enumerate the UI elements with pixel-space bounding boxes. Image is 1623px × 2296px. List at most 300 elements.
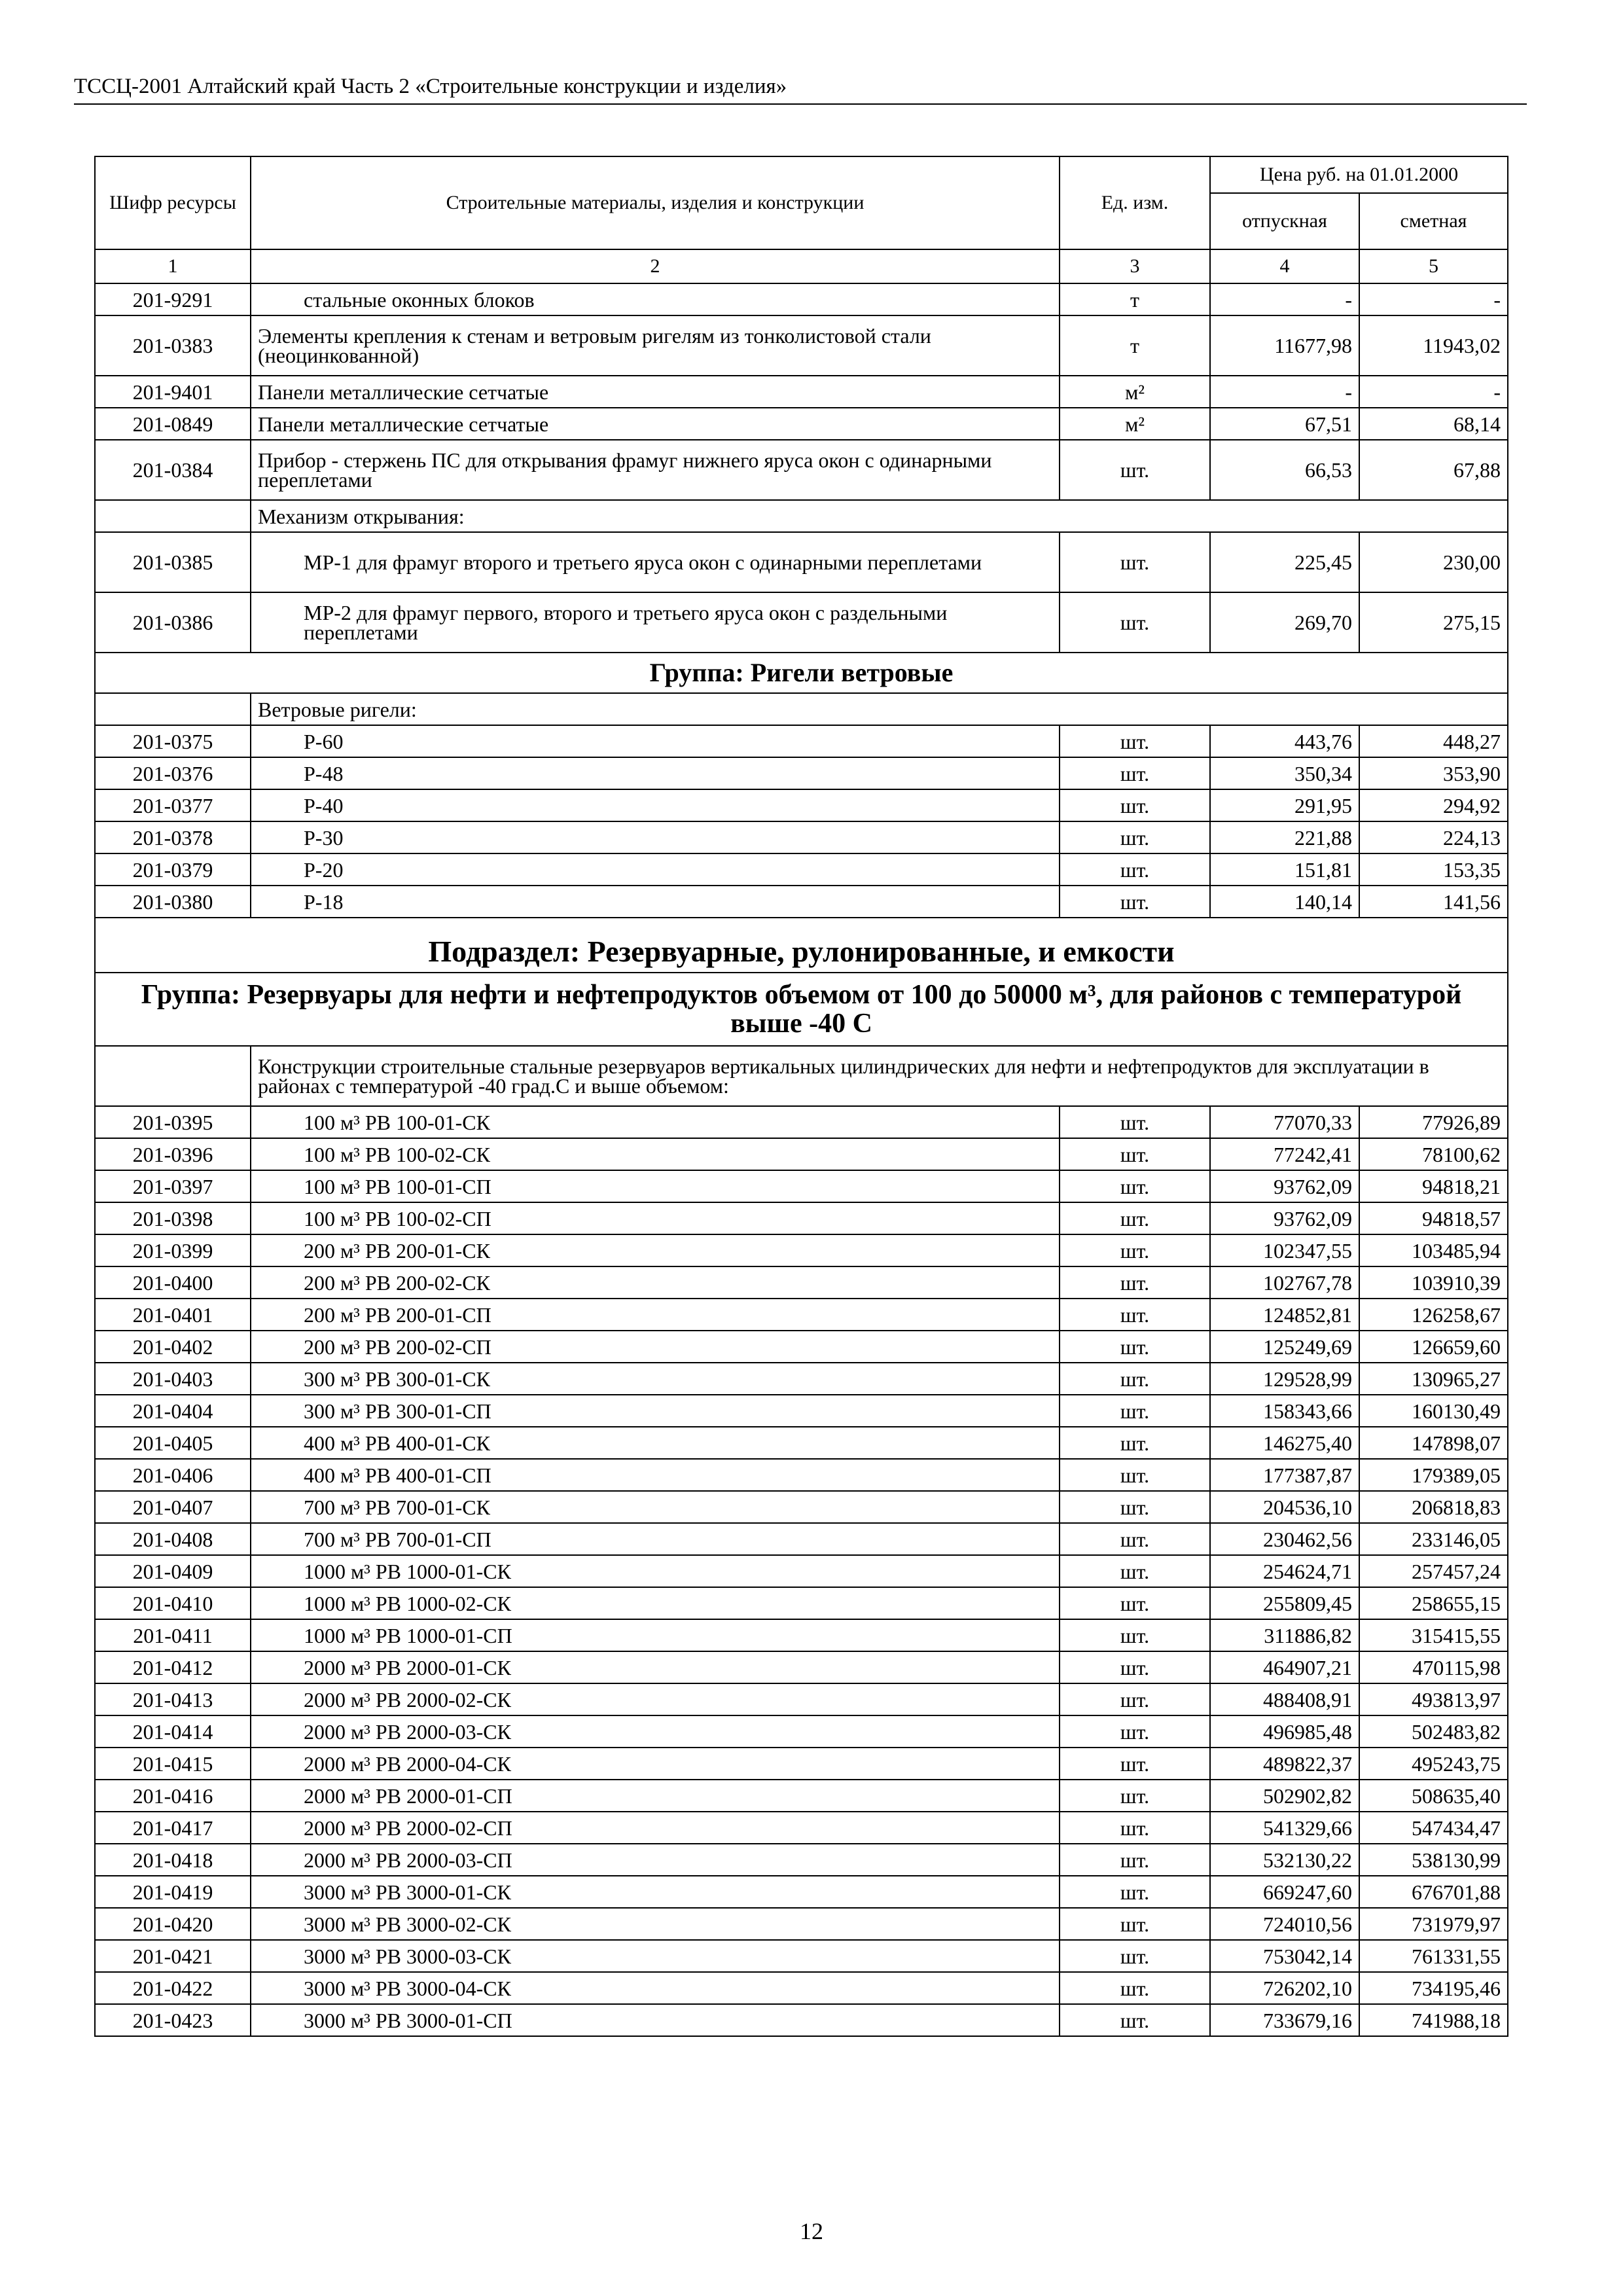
resource-code: 201-9291 xyxy=(95,283,251,315)
material-name: Р-30 xyxy=(251,821,1060,853)
resource-code: 201-0405 xyxy=(95,1427,251,1459)
unit-cell: шт. xyxy=(1060,1812,1210,1844)
resource-code: 201-0416 xyxy=(95,1780,251,1812)
empty-code-cell xyxy=(95,693,251,725)
group-wind-heading-row xyxy=(95,653,1508,693)
resource-code: 201-0415 xyxy=(95,1748,251,1780)
material-name: Р-20 xyxy=(251,853,1060,886)
tank-model: РВ 300-01-СП xyxy=(365,1399,491,1423)
unit-cell: м² xyxy=(1060,408,1210,440)
resource-code: 201-0384 xyxy=(95,440,251,500)
release-price: 67,51 xyxy=(1210,408,1359,440)
material-name: 2000 м³ РВ 2000-01-СК xyxy=(251,1651,1060,1683)
price-table xyxy=(94,156,1508,2037)
material-name: 200 м³ РВ 200-01-СК xyxy=(251,1234,1060,1266)
unit-cell: т xyxy=(1060,315,1210,376)
release-price: 93762,09 xyxy=(1210,1170,1359,1202)
estimate-price: 126659,60 xyxy=(1359,1331,1508,1363)
tank-model: РВ 3000-02-СК xyxy=(375,1912,511,1936)
unit-cell: шт. xyxy=(1060,1459,1210,1491)
material-name: 400 м³ РВ 400-01-СП xyxy=(251,1459,1060,1491)
table-row xyxy=(95,1715,1508,1748)
tank-volume: 3000 xyxy=(304,1912,346,1936)
tanks-note-row xyxy=(95,1046,1508,1106)
unit-cell: шт. xyxy=(1060,440,1210,500)
unit-cell: шт. xyxy=(1060,821,1210,853)
tank-volume: 200 xyxy=(304,1335,335,1359)
resource-code: 201-0408 xyxy=(95,1523,251,1555)
table-row xyxy=(95,1555,1508,1587)
release-price: 221,88 xyxy=(1210,821,1359,853)
estimate-price: 257457,24 xyxy=(1359,1555,1508,1587)
tank-volume: 3000 xyxy=(304,1976,346,2000)
table-row xyxy=(95,376,1508,408)
material-name: 100 м³ РВ 100-02-СК xyxy=(251,1138,1060,1170)
resource-code: 201-0417 xyxy=(95,1812,251,1844)
material-name: 2000 м³ РВ 2000-02-СК xyxy=(251,1683,1060,1715)
tank-volume: 2000 xyxy=(304,1687,346,1712)
col-number: 4 xyxy=(1210,249,1359,283)
release-price: 77070,33 xyxy=(1210,1106,1359,1138)
estimate-price: 353,90 xyxy=(1359,757,1508,789)
unit-cell: шт. xyxy=(1060,1234,1210,1266)
estimate-price: 493813,97 xyxy=(1359,1683,1508,1715)
unit-cell: шт. xyxy=(1060,1427,1210,1459)
estimate-price: 448,27 xyxy=(1359,725,1508,757)
tank-volume: 200 xyxy=(304,1270,335,1295)
unit-cell: шт. xyxy=(1060,1138,1210,1170)
release-price: 753042,14 xyxy=(1210,1940,1359,1972)
release-price: 488408,91 xyxy=(1210,1683,1359,1715)
estimate-price: 103485,94 xyxy=(1359,1234,1508,1266)
resource-code: 201-0397 xyxy=(95,1170,251,1202)
estimate-price: 508635,40 xyxy=(1359,1780,1508,1812)
tank-model: РВ 100-01-СП xyxy=(365,1174,491,1198)
tank-model: РВ 200-01-СП xyxy=(365,1302,491,1327)
table-row xyxy=(95,532,1508,592)
unit-cell: шт. xyxy=(1060,1363,1210,1395)
material-name: МР-1 для фрамуг второго и третьего яруса окон с одинарными переплетами xyxy=(251,532,1060,592)
table-row xyxy=(95,1202,1508,1234)
tank-volume: 100 xyxy=(304,1206,335,1230)
col-release-header: отпускная xyxy=(1210,193,1359,249)
estimate-price: 11943,02 xyxy=(1359,315,1508,376)
tank-volume: 2000 xyxy=(304,1848,346,1872)
resource-code: 201-0418 xyxy=(95,1844,251,1876)
subsection-heading-row xyxy=(95,918,1508,973)
table-header-row xyxy=(95,156,1508,193)
col-unit-header: Ед. изм. xyxy=(1060,156,1210,249)
table-row xyxy=(95,1299,1508,1331)
release-price: 269,70 xyxy=(1210,592,1359,653)
table-row xyxy=(95,315,1508,376)
table-row xyxy=(95,1106,1508,1138)
tank-model: РВ 300-01-СК xyxy=(365,1367,490,1391)
material-name: 1000 м³ РВ 1000-01-СП xyxy=(251,1619,1060,1651)
tank-model: РВ 700-01-СП xyxy=(365,1527,491,1551)
material-name: 1000 м³ РВ 1000-01-СК xyxy=(251,1555,1060,1587)
resource-code: 201-0414 xyxy=(95,1715,251,1748)
tank-model: РВ 2000-01-СК xyxy=(375,1655,511,1679)
estimate-price: 495243,75 xyxy=(1359,1748,1508,1780)
tank-volume: 400 xyxy=(304,1463,335,1487)
col-price-header: Цена руб. на 01.01.2000 xyxy=(1210,156,1508,193)
tank-volume: 1000 xyxy=(304,1591,346,1615)
release-price: 66,53 xyxy=(1210,440,1359,500)
material-name: 3000 м³ РВ 3000-01-СК xyxy=(251,1876,1060,1908)
subsection-heading: Подраздел: Резервуарные, рулонированные, и емкости xyxy=(95,918,1508,973)
resource-code: 201-9401 xyxy=(95,376,251,408)
resource-code: 201-0377 xyxy=(95,789,251,821)
tanks-note: Конструкции строительные стальные резервуаров вертикальных цилиндрических для нефти и нефтепродуктов для эксплуатации в районах с температурой -40 град.С и выше объемом: xyxy=(251,1046,1508,1106)
table-row xyxy=(95,1266,1508,1299)
estimate-price: 160130,49 xyxy=(1359,1395,1508,1427)
resource-code: 201-0421 xyxy=(95,1940,251,1972)
tank-model: РВ 1000-01-СК xyxy=(375,1559,511,1583)
material-name: 200 м³ РВ 200-02-СП xyxy=(251,1331,1060,1363)
material-name: Элементы крепления к стенам и ветровым ригелям из тонколистовой стали (неоцинкованной) xyxy=(251,315,1060,376)
estimate-price: 141,56 xyxy=(1359,886,1508,918)
estimate-price: 233146,05 xyxy=(1359,1523,1508,1555)
tank-volume: 200 xyxy=(304,1302,335,1327)
resource-code: 201-0420 xyxy=(95,1908,251,1940)
resource-code: 201-0380 xyxy=(95,886,251,918)
material-name: 3000 м³ РВ 3000-03-СК xyxy=(251,1940,1060,1972)
col-code-header: Шифр ресурсы xyxy=(95,156,251,249)
resource-code: 201-0400 xyxy=(95,1266,251,1299)
resource-code: 201-0402 xyxy=(95,1331,251,1363)
tank-model: РВ 2000-04-СК xyxy=(375,1751,511,1776)
tank-volume: 300 xyxy=(304,1399,335,1423)
estimate-price: 103910,39 xyxy=(1359,1266,1508,1299)
resource-code: 201-0399 xyxy=(95,1234,251,1266)
table-row xyxy=(95,1491,1508,1523)
estimate-price: 67,88 xyxy=(1359,440,1508,500)
resource-code: 201-0413 xyxy=(95,1683,251,1715)
tank-model: РВ 100-02-СК xyxy=(365,1142,490,1166)
tank-model: РВ 200-01-СК xyxy=(365,1238,490,1263)
tank-volume: 3000 xyxy=(304,1944,346,1968)
unit-cell: шт. xyxy=(1060,1780,1210,1812)
material-name: Р-48 xyxy=(251,757,1060,789)
release-price: 204536,10 xyxy=(1210,1491,1359,1523)
release-price: 125249,69 xyxy=(1210,1331,1359,1363)
table-row xyxy=(95,853,1508,886)
unit-cell: шт. xyxy=(1060,725,1210,757)
release-price: 177387,87 xyxy=(1210,1459,1359,1491)
resource-code: 201-0401 xyxy=(95,1299,251,1331)
release-price: 496985,48 xyxy=(1210,1715,1359,1748)
tank-volume: 2000 xyxy=(304,1655,346,1679)
table-row xyxy=(95,408,1508,440)
resource-code: 201-0423 xyxy=(95,2004,251,2036)
material-name: МР-2 для фрамуг первого, второго и третьего яруса окон с раздельными переплетами xyxy=(251,592,1060,653)
release-price: 502902,82 xyxy=(1210,1780,1359,1812)
table-row xyxy=(95,1459,1508,1491)
estimate-price: 77926,89 xyxy=(1359,1106,1508,1138)
group-wind-heading: Группа: Ригели ветровые xyxy=(95,653,1508,693)
unit-cell: шт. xyxy=(1060,886,1210,918)
tank-volume: 200 xyxy=(304,1238,335,1263)
unit-cell: шт. xyxy=(1060,1523,1210,1555)
estimate-price: 547434,47 xyxy=(1359,1812,1508,1844)
estimate-price: 275,15 xyxy=(1359,592,1508,653)
table-row xyxy=(95,1812,1508,1844)
unit-cell: шт. xyxy=(1060,592,1210,653)
tank-model: РВ 2000-03-СК xyxy=(375,1719,511,1744)
release-price: 489822,37 xyxy=(1210,1748,1359,1780)
tank-model: РВ 2000-02-СК xyxy=(375,1687,511,1712)
tank-model: РВ 2000-02-СП xyxy=(375,1816,512,1840)
material-name: 3000 м³ РВ 3000-04-СК xyxy=(251,1972,1060,2004)
estimate-price: 258655,15 xyxy=(1359,1587,1508,1619)
table-row xyxy=(95,1587,1508,1619)
unit-cell: шт. xyxy=(1060,1908,1210,1940)
empty-code-cell xyxy=(95,500,251,532)
release-price: 541329,66 xyxy=(1210,1812,1359,1844)
resource-code: 201-0410 xyxy=(95,1587,251,1619)
col-number: 2 xyxy=(251,249,1060,283)
table-row xyxy=(95,1395,1508,1427)
unit-cell: шт. xyxy=(1060,757,1210,789)
unit-cell: шт. xyxy=(1060,1844,1210,1876)
table-row xyxy=(95,1331,1508,1363)
tank-model: РВ 2000-03-СП xyxy=(375,1848,512,1872)
document-header: ТССЦ-2001 Алтайский край Часть 2 «Строительные конструкции и изделия» xyxy=(74,73,1527,105)
tank-volume: 2000 xyxy=(304,1751,346,1776)
unit-cell: шт. xyxy=(1060,1202,1210,1234)
release-price: 724010,56 xyxy=(1210,1908,1359,1940)
tank-volume: 2000 xyxy=(304,1719,346,1744)
estimate-price: - xyxy=(1359,283,1508,315)
material-name: 100 м³ РВ 100-02-СП xyxy=(251,1202,1060,1234)
release-price: 255809,45 xyxy=(1210,1587,1359,1619)
material-name: 200 м³ РВ 200-02-СК xyxy=(251,1266,1060,1299)
material-name: Р-40 xyxy=(251,789,1060,821)
page-number: 12 xyxy=(800,2218,823,2244)
table-row xyxy=(95,1651,1508,1683)
tank-volume: 300 xyxy=(304,1367,335,1391)
unit-cell: шт. xyxy=(1060,1331,1210,1363)
resource-code: 201-0375 xyxy=(95,725,251,757)
unit-cell: шт. xyxy=(1060,1972,1210,2004)
tank-model: РВ 200-02-СП xyxy=(365,1335,491,1359)
estimate-price: 741988,18 xyxy=(1359,2004,1508,2036)
release-price: 733679,16 xyxy=(1210,2004,1359,2036)
release-price: 102767,78 xyxy=(1210,1266,1359,1299)
unit-cell: шт. xyxy=(1060,1106,1210,1138)
tank-model: РВ 100-01-СК xyxy=(365,1110,490,1134)
release-price: 254624,71 xyxy=(1210,1555,1359,1587)
tank-volume: 400 xyxy=(304,1431,335,1455)
table-row xyxy=(95,886,1508,918)
resource-code: 201-0404 xyxy=(95,1395,251,1427)
release-price: - xyxy=(1210,283,1359,315)
table-row xyxy=(95,440,1508,500)
unit-cell: шт. xyxy=(1060,1940,1210,1972)
estimate-price: 315415,55 xyxy=(1359,1619,1508,1651)
resource-code: 201-0378 xyxy=(95,821,251,853)
tank-model: РВ 700-01-СК xyxy=(365,1495,490,1519)
table-row xyxy=(95,1940,1508,1972)
estimate-price: 676701,88 xyxy=(1359,1876,1508,1908)
estimate-price: - xyxy=(1359,376,1508,408)
tank-model: РВ 3000-01-СП xyxy=(375,2008,512,2032)
estimate-price: 147898,07 xyxy=(1359,1427,1508,1459)
material-name: Прибор - стержень ПС для открывания фрамуг нижнего яруса окон с одинарными переплетами xyxy=(251,440,1060,500)
estimate-price: 502483,82 xyxy=(1359,1715,1508,1748)
material-name: 700 м³ РВ 700-01-СК xyxy=(251,1491,1060,1523)
resource-code: 201-0403 xyxy=(95,1363,251,1395)
estimate-price: 224,13 xyxy=(1359,821,1508,853)
mechanism-heading: Механизм открывания: xyxy=(251,500,1508,532)
unit-cell: шт. xyxy=(1060,1876,1210,1908)
resource-code: 201-0383 xyxy=(95,315,251,376)
release-price: 102347,55 xyxy=(1210,1234,1359,1266)
material-name: 2000 м³ РВ 2000-03-СК xyxy=(251,1715,1060,1748)
material-name: Р-18 xyxy=(251,886,1060,918)
table-row xyxy=(95,1683,1508,1715)
tank-model: РВ 200-02-СК xyxy=(365,1270,490,1295)
material-name: 2000 м³ РВ 2000-01-СП xyxy=(251,1780,1060,1812)
tank-model: РВ 3000-04-СК xyxy=(375,1976,511,2000)
table-row xyxy=(95,725,1508,757)
material-name: 3000 м³ РВ 3000-01-СП xyxy=(251,2004,1060,2036)
col-number: 1 xyxy=(95,249,251,283)
table-row xyxy=(95,1908,1508,1940)
release-price: 230462,56 xyxy=(1210,1523,1359,1555)
tank-model: РВ 100-02-СП xyxy=(365,1206,491,1230)
estimate-price: 153,35 xyxy=(1359,853,1508,886)
resource-code: 201-0409 xyxy=(95,1555,251,1587)
tank-volume: 100 xyxy=(304,1142,335,1166)
table-row xyxy=(95,1363,1508,1395)
table-row xyxy=(95,1619,1508,1651)
release-price: 93762,09 xyxy=(1210,1202,1359,1234)
unit-cell: шт. xyxy=(1060,1715,1210,1748)
estimate-price: 470115,98 xyxy=(1359,1651,1508,1683)
tank-volume: 100 xyxy=(304,1174,335,1198)
material-name: 300 м³ РВ 300-01-СП xyxy=(251,1395,1060,1427)
material-name: 700 м³ РВ 700-01-СП xyxy=(251,1523,1060,1555)
resource-code: 201-0412 xyxy=(95,1651,251,1683)
release-price: 669247,60 xyxy=(1210,1876,1359,1908)
estimate-price: 94818,21 xyxy=(1359,1170,1508,1202)
release-price: 124852,81 xyxy=(1210,1299,1359,1331)
unit-cell: шт. xyxy=(1060,532,1210,592)
column-numbers-row xyxy=(95,249,1508,283)
table-body xyxy=(95,283,1508,2036)
table-row xyxy=(95,592,1508,653)
release-price: 443,76 xyxy=(1210,725,1359,757)
tank-model: РВ 400-01-СП xyxy=(365,1463,491,1487)
table-row xyxy=(95,1972,1508,2004)
table-row xyxy=(95,821,1508,853)
material-name: 2000 м³ РВ 2000-03-СП xyxy=(251,1844,1060,1876)
table-row xyxy=(95,1844,1508,1876)
resource-code: 201-0422 xyxy=(95,1972,251,2004)
resource-code: 201-0411 xyxy=(95,1619,251,1651)
resource-code: 201-0849 xyxy=(95,408,251,440)
table-row xyxy=(95,2004,1508,2036)
material-name: 300 м³ РВ 300-01-СК xyxy=(251,1363,1060,1395)
estimate-price: 294,92 xyxy=(1359,789,1508,821)
material-name: 100 м³ РВ 100-01-СК xyxy=(251,1106,1060,1138)
col-name-header: Строительные материалы, изделия и конструкции xyxy=(251,156,1060,249)
unit-cell: шт. xyxy=(1060,789,1210,821)
release-price: 532130,22 xyxy=(1210,1844,1359,1876)
group-tanks-heading-row xyxy=(95,973,1508,1046)
table-row xyxy=(95,1876,1508,1908)
material-name: 2000 м³ РВ 2000-02-СП xyxy=(251,1812,1060,1844)
resource-code: 201-0407 xyxy=(95,1491,251,1523)
resource-code: 201-0385 xyxy=(95,532,251,592)
wind-heading: Ветровые ригели: xyxy=(251,693,1508,725)
resource-code: 201-0379 xyxy=(95,853,251,886)
tank-volume: 1000 xyxy=(304,1623,346,1647)
material-name: 400 м³ РВ 400-01-СК xyxy=(251,1427,1060,1459)
estimate-price: 130965,27 xyxy=(1359,1363,1508,1395)
unit-cell: шт. xyxy=(1060,1266,1210,1299)
table-row xyxy=(95,1523,1508,1555)
table-row xyxy=(95,1170,1508,1202)
tank-volume: 700 xyxy=(304,1495,335,1519)
empty-code-cell xyxy=(95,1046,251,1106)
release-price: 11677,98 xyxy=(1210,315,1359,376)
release-price: 291,95 xyxy=(1210,789,1359,821)
estimate-price: 179389,05 xyxy=(1359,1459,1508,1491)
table-row xyxy=(95,1234,1508,1266)
resource-code: 201-0376 xyxy=(95,757,251,789)
table-row xyxy=(95,283,1508,315)
resource-code: 201-0395 xyxy=(95,1106,251,1138)
unit-cell: шт. xyxy=(1060,853,1210,886)
material-name: 2000 м³ РВ 2000-04-СК xyxy=(251,1748,1060,1780)
material-name: Панели металлические сетчатые xyxy=(251,376,1060,408)
tank-volume: 2000 xyxy=(304,1816,346,1840)
release-price: 151,81 xyxy=(1210,853,1359,886)
col-number: 5 xyxy=(1359,249,1508,283)
unit-cell: шт. xyxy=(1060,1619,1210,1651)
resource-code: 201-0406 xyxy=(95,1459,251,1491)
material-name: 3000 м³ РВ 3000-02-СК xyxy=(251,1908,1060,1940)
resource-code: 201-0398 xyxy=(95,1202,251,1234)
release-price: 140,14 xyxy=(1210,886,1359,918)
estimate-price: 538130,99 xyxy=(1359,1844,1508,1876)
unit-cell: шт. xyxy=(1060,1170,1210,1202)
resource-code: 201-0386 xyxy=(95,592,251,653)
table-row xyxy=(95,1138,1508,1170)
material-name: Р-60 xyxy=(251,725,1060,757)
estimate-price: 731979,97 xyxy=(1359,1908,1508,1940)
estimate-price: 761331,55 xyxy=(1359,1940,1508,1972)
resource-code: 201-0396 xyxy=(95,1138,251,1170)
estimate-price: 68,14 xyxy=(1359,408,1508,440)
release-price: 464907,21 xyxy=(1210,1651,1359,1683)
material-name: стальные оконных блоков xyxy=(251,283,1060,315)
material-name: 100 м³ РВ 100-01-СП xyxy=(251,1170,1060,1202)
estimate-price: 78100,62 xyxy=(1359,1138,1508,1170)
unit-cell: шт. xyxy=(1060,1651,1210,1683)
estimate-price: 230,00 xyxy=(1359,532,1508,592)
release-price: 158343,66 xyxy=(1210,1395,1359,1427)
release-price: - xyxy=(1210,376,1359,408)
release-price: 726202,10 xyxy=(1210,1972,1359,2004)
unit-cell: шт. xyxy=(1060,1587,1210,1619)
col-estimate-header: сметная xyxy=(1359,193,1508,249)
table-row xyxy=(95,757,1508,789)
unit-cell: шт. xyxy=(1060,1555,1210,1587)
